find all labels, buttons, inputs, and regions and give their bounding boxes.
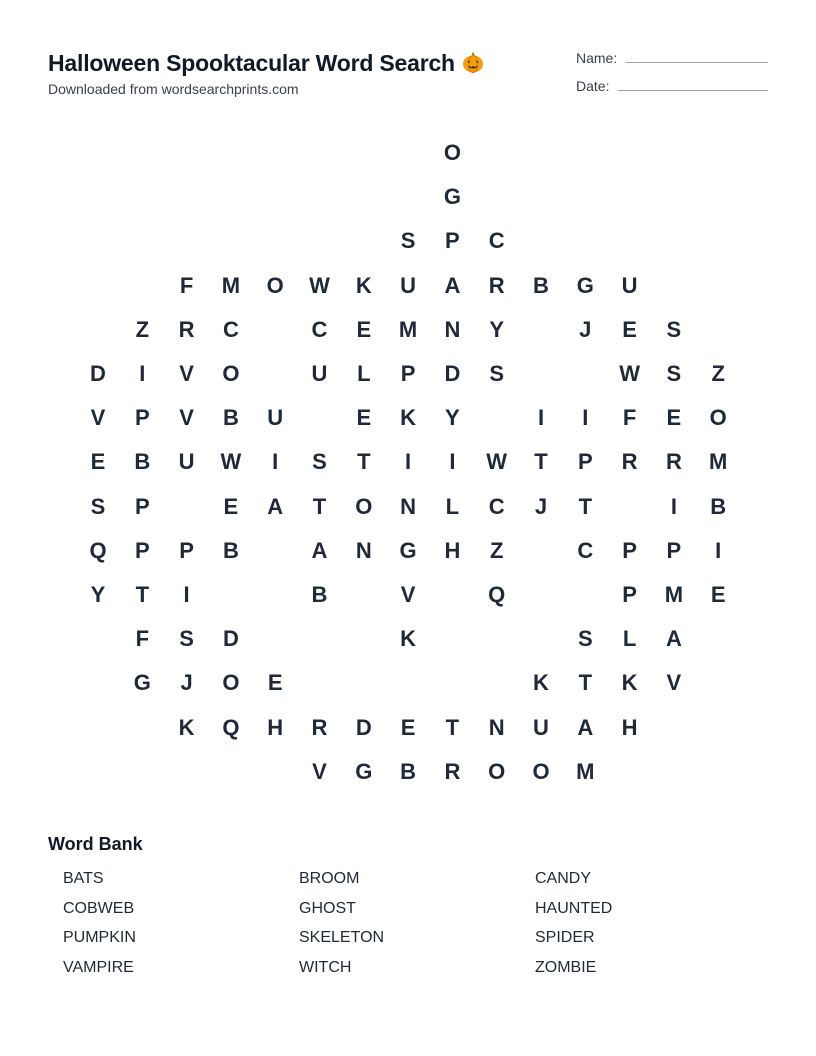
grid-letter[interactable]: I <box>670 493 677 519</box>
grid-letter[interactable]: U <box>267 405 284 431</box>
name-label: Name: <box>576 50 618 66</box>
grid-letter[interactable]: E <box>356 316 372 342</box>
grid-letter[interactable]: M <box>709 449 728 475</box>
grid-letter[interactable]: I <box>405 449 412 475</box>
word-bank-item: HAUNTED <box>535 899 613 917</box>
grid-letter[interactable]: E <box>267 670 283 696</box>
grid-letter[interactable]: C <box>577 537 594 563</box>
grid-letter[interactable]: B <box>222 405 239 431</box>
grid-letter[interactable]: S <box>179 626 194 652</box>
grid-letter[interactable]: V <box>90 405 106 431</box>
grid-letter[interactable]: S <box>577 626 593 652</box>
grid-letter[interactable]: C <box>488 493 505 519</box>
grid-letter[interactable]: G <box>355 758 373 784</box>
grid-letter[interactable]: V <box>179 361 194 386</box>
grid-letter[interactable]: B <box>222 537 239 563</box>
grid-letter[interactable]: J <box>534 493 548 519</box>
page-title-text: Halloween Spooktacular Word Search <box>48 50 455 76</box>
grid-letter[interactable]: W <box>220 449 242 475</box>
grid-letter[interactable]: B <box>134 449 151 475</box>
grid-letter[interactable]: U <box>533 714 549 740</box>
grid-letter[interactable]: R <box>178 316 195 342</box>
grid-letter[interactable]: Z <box>135 316 150 342</box>
grid-letter[interactable]: V <box>400 582 416 607</box>
grid-letter[interactable]: K <box>178 714 195 740</box>
grid-letter[interactable]: M <box>664 582 684 607</box>
grid-letter[interactable]: S <box>666 316 682 342</box>
grid-letter[interactable]: J <box>180 670 193 696</box>
grid-letter[interactable]: L <box>622 626 637 652</box>
grid-letter[interactable]: G <box>399 537 417 563</box>
grid-letter[interactable]: V <box>179 405 194 431</box>
grid-letter[interactable]: U <box>621 272 638 298</box>
grid-letter[interactable]: K <box>621 670 638 696</box>
word-bank-item: SKELETON <box>299 929 385 947</box>
date-label: Date: <box>576 78 610 94</box>
grid-letter[interactable]: D <box>90 361 106 386</box>
grid-letter[interactable]: W <box>486 449 508 475</box>
grid-letter[interactable]: J <box>579 316 592 342</box>
grid-letter[interactable]: T <box>135 582 150 607</box>
grid-letter[interactable]: I <box>715 537 722 563</box>
grid-letter[interactable]: B <box>400 758 417 784</box>
grid-letter[interactable]: W <box>619 361 640 386</box>
grid-letter[interactable]: U <box>311 361 328 386</box>
grid-letter[interactable]: P <box>179 537 194 563</box>
grid-letter[interactable]: B <box>533 272 549 298</box>
grid-letter[interactable]: K <box>355 272 372 298</box>
grid-letter[interactable]: Q <box>89 537 107 563</box>
grid-letter[interactable]: P <box>666 537 682 563</box>
grid-letter[interactable]: N <box>355 537 372 563</box>
grid-letter[interactable]: K <box>533 670 549 696</box>
grid-letter[interactable]: K <box>400 405 417 431</box>
grid-letter[interactable]: I <box>139 361 146 386</box>
grid-letter[interactable]: H <box>267 714 284 740</box>
grid-letter[interactable]: F <box>622 405 637 431</box>
grid-letter[interactable]: P <box>577 449 593 475</box>
word-bank-title: Word Bank <box>48 834 143 854</box>
grid-letter[interactable]: B <box>311 582 328 607</box>
grid-letter[interactable]: I <box>537 405 545 431</box>
grid-letter[interactable]: T <box>578 493 593 519</box>
grid-letter[interactable]: B <box>710 493 727 519</box>
grid-letter[interactable]: I <box>272 449 279 475</box>
grid-letter[interactable]: C <box>222 316 239 342</box>
grid-letter[interactable]: O <box>532 758 550 784</box>
grid-letter[interactable]: Z <box>489 537 504 563</box>
word-bank-item: SPIDER <box>535 929 595 947</box>
grid-letter[interactable]: F <box>179 272 194 298</box>
grid-letter[interactable]: R <box>444 758 461 784</box>
grid-letter[interactable]: R <box>621 449 638 475</box>
grid-letter[interactable]: Z <box>711 361 725 386</box>
grid-letter[interactable]: K <box>400 626 417 652</box>
grid-letter[interactable]: P <box>445 228 460 254</box>
grid-letter[interactable]: E <box>400 714 416 740</box>
grid-letter[interactable]: Y <box>445 405 460 431</box>
word-bank-item: ZOMBIE <box>535 959 597 977</box>
grid-letter[interactable]: E <box>356 405 372 431</box>
grid-letter[interactable]: V <box>312 758 327 784</box>
grid-letter[interactable]: O <box>222 670 240 696</box>
grid-letter[interactable]: A <box>444 272 461 298</box>
grid-letter[interactable]: S <box>90 493 106 519</box>
subtitle: Downloaded from wordsearchprints.com <box>48 81 299 97</box>
grid-letter[interactable]: I <box>183 582 190 607</box>
grid-letter[interactable]: A <box>577 714 594 740</box>
grid-letter[interactable]: U <box>400 272 417 298</box>
grid-letter[interactable]: T <box>578 670 593 696</box>
grid-letter[interactable]: E <box>710 582 726 607</box>
grid-letter[interactable]: E <box>90 449 106 475</box>
grid-letter[interactable]: O <box>355 493 373 519</box>
grid-letter[interactable]: O <box>488 758 506 784</box>
grid-letter[interactable]: R <box>488 272 505 298</box>
grid-letter[interactable]: O <box>222 361 240 386</box>
grid-letter[interactable]: G <box>133 670 151 696</box>
grid-letter[interactable]: L <box>357 361 371 386</box>
grid-letter[interactable]: C <box>311 316 328 342</box>
grid-letter[interactable]: P <box>134 537 150 563</box>
grid-letter[interactable]: O <box>443 140 461 165</box>
grid-letter[interactable]: R <box>311 714 328 740</box>
grid-letter[interactable]: D <box>222 626 239 652</box>
grid-letter[interactable]: F <box>135 626 150 652</box>
grid-letter[interactable]: D <box>444 361 461 386</box>
grid-letter[interactable]: H <box>621 714 638 740</box>
grid-letter[interactable]: Q <box>488 582 506 607</box>
grid-letter[interactable]: I <box>582 405 589 431</box>
grid-letter[interactable]: W <box>309 272 330 298</box>
grid-letter[interactable]: P <box>400 361 416 386</box>
word-bank-item: BATS <box>63 870 104 887</box>
grid-letter[interactable]: O <box>709 405 727 431</box>
grid-letter[interactable]: E <box>666 405 682 431</box>
grid-letter[interactable]: Q <box>222 714 240 740</box>
grid-letter[interactable]: O <box>266 272 284 298</box>
grid-letter[interactable]: A <box>665 626 682 652</box>
grid-letter[interactable]: S <box>400 228 416 254</box>
grid-letter[interactable]: G <box>576 272 594 298</box>
word-bank-item: VAMPIRE <box>63 959 134 977</box>
grid-letter[interactable]: Y <box>90 582 106 607</box>
grid-letter[interactable]: E <box>622 316 637 342</box>
grid-letter[interactable]: M <box>221 272 241 298</box>
word-bank-item: PUMPKIN <box>63 929 136 947</box>
word-bank-item: WITCH <box>299 959 352 977</box>
grid-letter[interactable]: V <box>666 670 682 696</box>
grid-letter[interactable]: P <box>134 405 150 431</box>
grid-letter[interactable]: E <box>223 493 239 519</box>
grid-letter[interactable]: P <box>622 537 637 563</box>
grid-letter[interactable]: S <box>312 449 327 475</box>
grid-letter[interactable]: R <box>665 449 682 475</box>
word-bank-item: BROOM <box>299 870 360 887</box>
grid-letter[interactable]: N <box>488 714 505 740</box>
grid-letter[interactable]: L <box>445 493 460 519</box>
word-bank-item: GHOST <box>299 899 356 917</box>
grid-letter[interactable]: T <box>534 449 548 475</box>
grid-letter[interactable]: U <box>178 449 195 475</box>
grid-letter[interactable]: T <box>357 449 371 475</box>
grid-letter[interactable]: I <box>449 449 456 475</box>
grid-letter[interactable]: N <box>444 316 461 342</box>
grid-letter[interactable]: S <box>666 361 682 386</box>
grid-letter[interactable]: M <box>576 758 595 784</box>
word-bank-item: CANDY <box>535 870 592 887</box>
grid-letter[interactable]: G <box>443 184 461 210</box>
grid-letter[interactable]: T <box>445 714 460 740</box>
grid-letter[interactable]: S <box>489 361 505 386</box>
word-bank-item: COBWEB <box>63 899 135 917</box>
grid-letter[interactable]: A <box>311 537 328 563</box>
grid-letter[interactable]: C <box>488 228 505 254</box>
grid-letter[interactable]: P <box>622 582 637 607</box>
grid-letter[interactable]: A <box>267 493 284 519</box>
grid-letter[interactable]: H <box>444 537 461 563</box>
grid-letter[interactable]: D <box>355 714 372 740</box>
grid-letter[interactable]: T <box>312 493 327 519</box>
grid-letter[interactable]: N <box>400 493 417 519</box>
grid-letter[interactable]: M <box>398 316 418 342</box>
grid-letter[interactable]: P <box>134 493 150 519</box>
grid-letter[interactable]: Y <box>489 316 505 342</box>
